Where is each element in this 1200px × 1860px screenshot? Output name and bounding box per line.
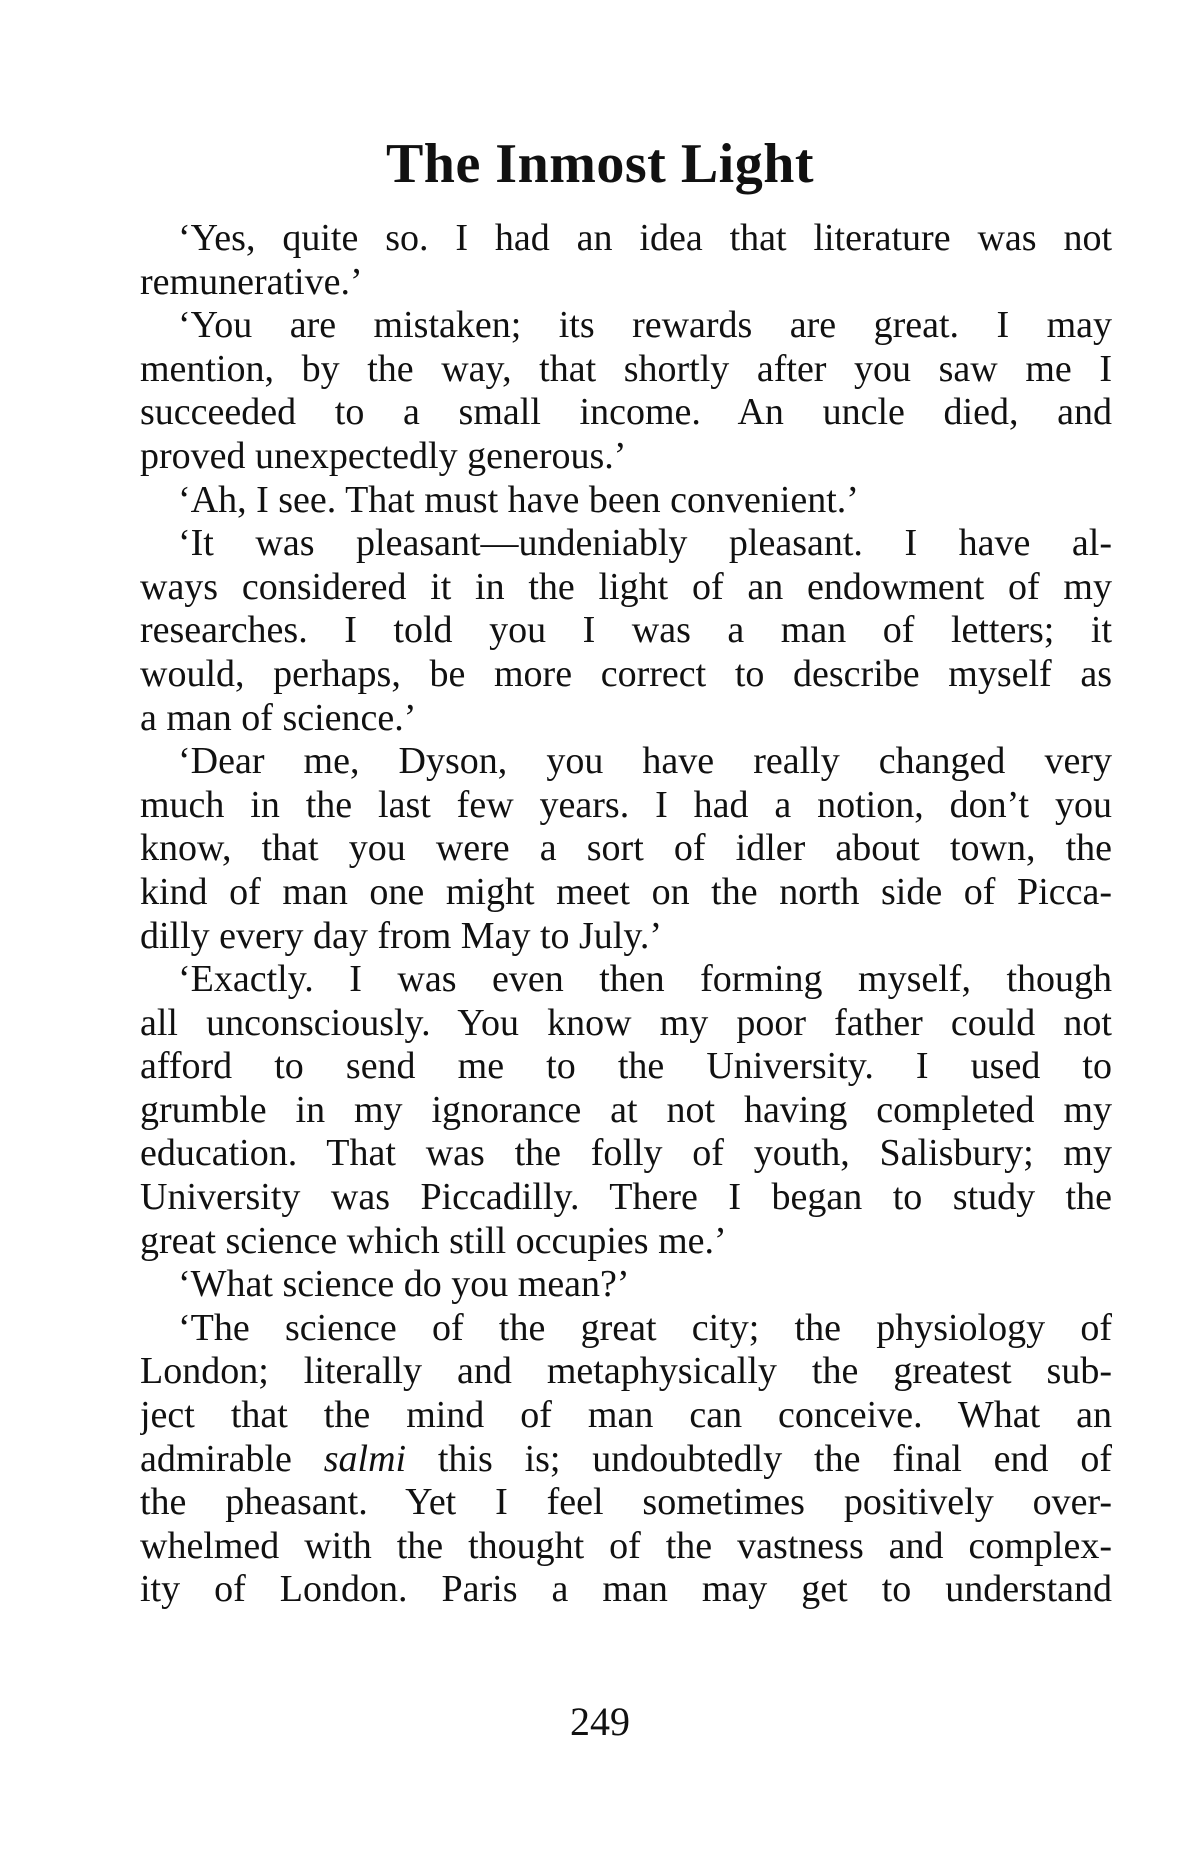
text-line: [140, 1438, 1112, 1482]
running-head: The Inmost Light: [385, 133, 815, 195]
text-line: London; literally and metaphysically the greatest sub-: [140, 1350, 1112, 1393]
text-line: kind of man one might meet on the north side of Picca-: [140, 870, 1112, 913]
text-line: remunerative.’: [140, 260, 363, 303]
text-line: ‘The science of the great city; the physiology of: [178, 1306, 1112, 1349]
text-line: afford to send me to the University. I used to: [140, 1045, 1112, 1088]
text-line: much in the last few years. I had a notion, don’t you: [140, 783, 1112, 826]
page-number: 249: [570, 1699, 630, 1744]
text-line: ‘You are mistaken; its rewards are great. I may: [178, 304, 1112, 347]
text-line: dilly every day from May to July.’: [140, 914, 663, 957]
text-line: ‘It was pleasant—undeniably pleasant. I have al-: [178, 522, 1112, 565]
text-run: admirable: [140, 1437, 324, 1480]
text-line: ‘Exactly. I was even then forming myself, though: [178, 958, 1112, 1001]
text-line: ‘What science do you mean?’: [178, 1263, 630, 1306]
text-line: ‘Dear me, Dyson, you have really changed very: [178, 740, 1112, 783]
italic-word: salmi: [323, 1437, 407, 1480]
text-line: all unconsciously. You know my poor father could not: [140, 1001, 1112, 1044]
text-line: ‘Yes, quite so. I had an idea that literature was not: [178, 217, 1112, 259]
text-line: know, that you were a sort of idler about town, the: [140, 827, 1112, 870]
text-line: University was Piccadilly. There I began to study the: [140, 1176, 1112, 1219]
text-line: succeeded to a small income. An uncle died, and: [140, 391, 1112, 434]
text-line: whelmed with the thought of the vastness and complex-: [140, 1524, 1112, 1567]
text-line: ways considered it in the light of an endowment of my: [140, 565, 1112, 608]
text-line: the pheasant. Yet I feel sometimes positively over-: [140, 1481, 1112, 1524]
text-line: ject that the mind of man can conceive. What an: [140, 1394, 1112, 1437]
text-line: mention, by the way, that shortly after you saw me I: [140, 347, 1112, 390]
text-line: grumble in my ignorance at not having completed my: [140, 1088, 1112, 1131]
text-line: ity of London. Paris a man may get to understand: [140, 1568, 1112, 1611]
text-line: researches. I told you I was a man of letters; it: [140, 609, 1112, 652]
text-line: a man of science.’: [140, 696, 417, 739]
text-line: proved unexpectedly generous.’: [140, 434, 627, 477]
text-line: great science which still occupies me.’: [140, 1219, 727, 1262]
text-line: would, perhaps, be more correct to describe myself as: [140, 652, 1112, 695]
text-line: education. That was the folly of youth, Salisbury; my: [140, 1132, 1112, 1175]
text-line: ‘Ah, I see. That must have been convenient.’: [178, 478, 859, 521]
body-text: [140, 217, 1112, 1612]
text-run: this is; undoubtedly the final end of: [406, 1437, 1112, 1480]
